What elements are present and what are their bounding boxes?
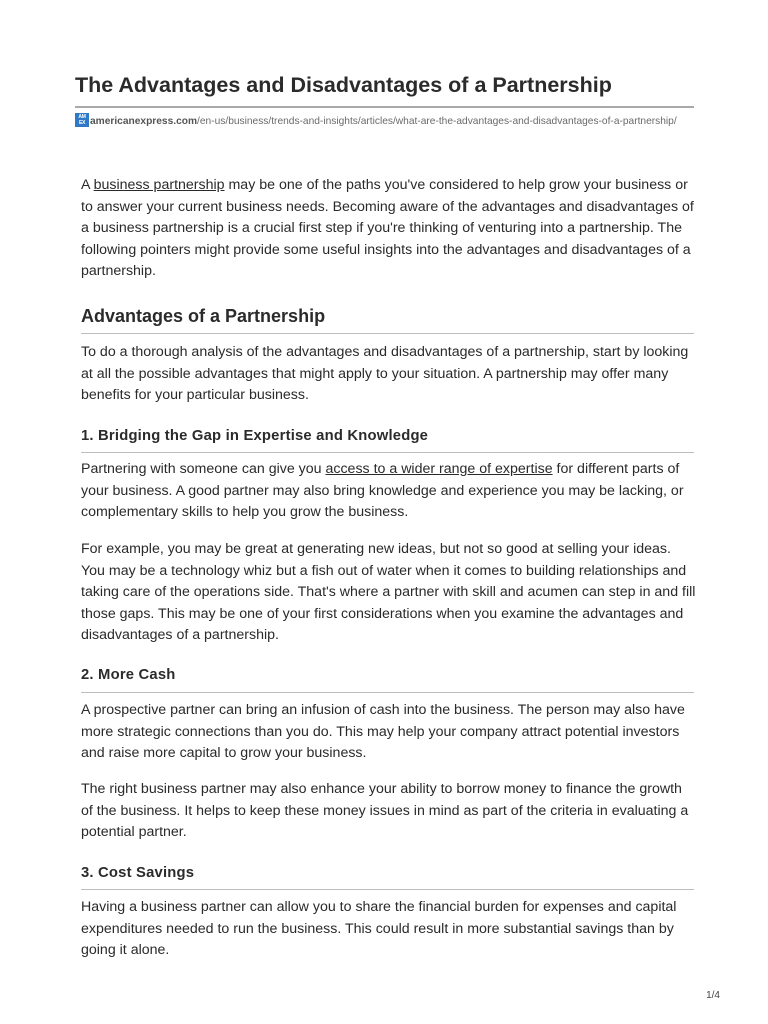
- business-partnership-link[interactable]: business partnership: [93, 177, 225, 193]
- amex-logo-icon: AM EX: [75, 113, 89, 127]
- expertise-paragraph-1: [81, 459, 696, 524]
- section-intro-block: [81, 342, 696, 407]
- section-intro-paragraph: To do a thorough analysis of the advantages and disadvantages of a partnership, start by looking at all the possible advantages that might apply to your situation. A partnership may offer many benefits for your particular business.: [81, 344, 689, 403]
- subsection-2-paragraph-2-block: [81, 779, 696, 844]
- intro-paragraph-block: [81, 175, 696, 283]
- subsection-1-paragraph-2-block: [81, 539, 696, 647]
- section-divider: [81, 333, 694, 334]
- page-title: The Advantages and Disadvantages of a Partnership: [75, 73, 612, 97]
- subsection-2-heading-block: [81, 664, 696, 686]
- section-heading-block: [81, 304, 696, 328]
- more-cash-paragraph-1: A prospective partner can bring an infusion of cash into the business. The person may also have more strategic connections than you do. This may help your company attract potential investors and raise more capital to grow your business.: [81, 702, 685, 761]
- page-number: 1/4: [706, 990, 720, 1001]
- wider-range-expertise-link[interactable]: access to a wider range of expertise: [325, 461, 553, 477]
- subsection-2-divider: [81, 692, 694, 693]
- source-url[interactable]: [75, 113, 695, 129]
- section-heading-advantages: Advantages of a Partnership: [81, 306, 326, 326]
- subsection-heading-expertise: 1. Bridging the Gap in Expertise and Knowledge: [81, 428, 429, 444]
- expertise-p1-prefix: Partnering with someone can give you: [81, 461, 326, 477]
- expertise-p1-suffix: for different parts of your business. A good partner may also bring knowledge and experience you may be lacking, or complementary skills to help you grow the business.: [81, 461, 684, 520]
- expertise-paragraph-2: For example, you may be great at generating new ideas, but not so good at selling your ideas. You may be a technology whiz but a fish out of water when it comes to building relationships and taking care of the operations side. That's where a partner with skill and acumen can step in and fill those gaps. This may be one of your first considerations when you examine the advantages and disadvantages of a partnership.: [81, 541, 696, 643]
- subsection-3-divider: [81, 889, 694, 890]
- intro-suffix: may be one of the paths you've considered to help grow your business or to answer your current business needs. Becoming aware of the advantages and disadvantages of a business partnership is a crucial first step if you're thinking of venturing into a partnership. The following pointers might provide some useful insights into the advantages and disadvantages of a partnership.: [81, 177, 694, 279]
- source-path: /en-us/business/trends-and-insights/articles/what-are-the-advantages-and-disadvantages-of-a-partnership/: [197, 116, 677, 127]
- subsection-3-paragraph-1-block: [81, 897, 696, 962]
- subsection-1-heading-block: [81, 425, 696, 447]
- intro-prefix: A: [81, 177, 94, 193]
- title-divider: [75, 106, 694, 108]
- intro-paragraph: [81, 175, 696, 283]
- subsection-3-heading-block: [81, 862, 696, 884]
- subsection-2-paragraph-1-block: [81, 700, 696, 765]
- subsection-heading-cost-savings: 3. Cost Savings: [81, 865, 195, 881]
- subsection-heading-more-cash: 2. More Cash: [81, 667, 176, 683]
- subsection-1-divider: [81, 452, 694, 453]
- source-domain: americanexpress.com: [90, 116, 198, 127]
- more-cash-paragraph-2: The right business partner may also enhance your ability to borrow money to finance the growth of the business. It helps to keep these money issues in mind as part of the criteria in evaluating a potential partner.: [81, 781, 689, 840]
- subsection-1-paragraph-1-block: [81, 459, 696, 524]
- cost-savings-paragraph-1: Having a business partner can allow you to share the financial burden for expenses and capital expenditures needed to run the business. This could result in more substantial savings than by going it alone.: [81, 899, 677, 958]
